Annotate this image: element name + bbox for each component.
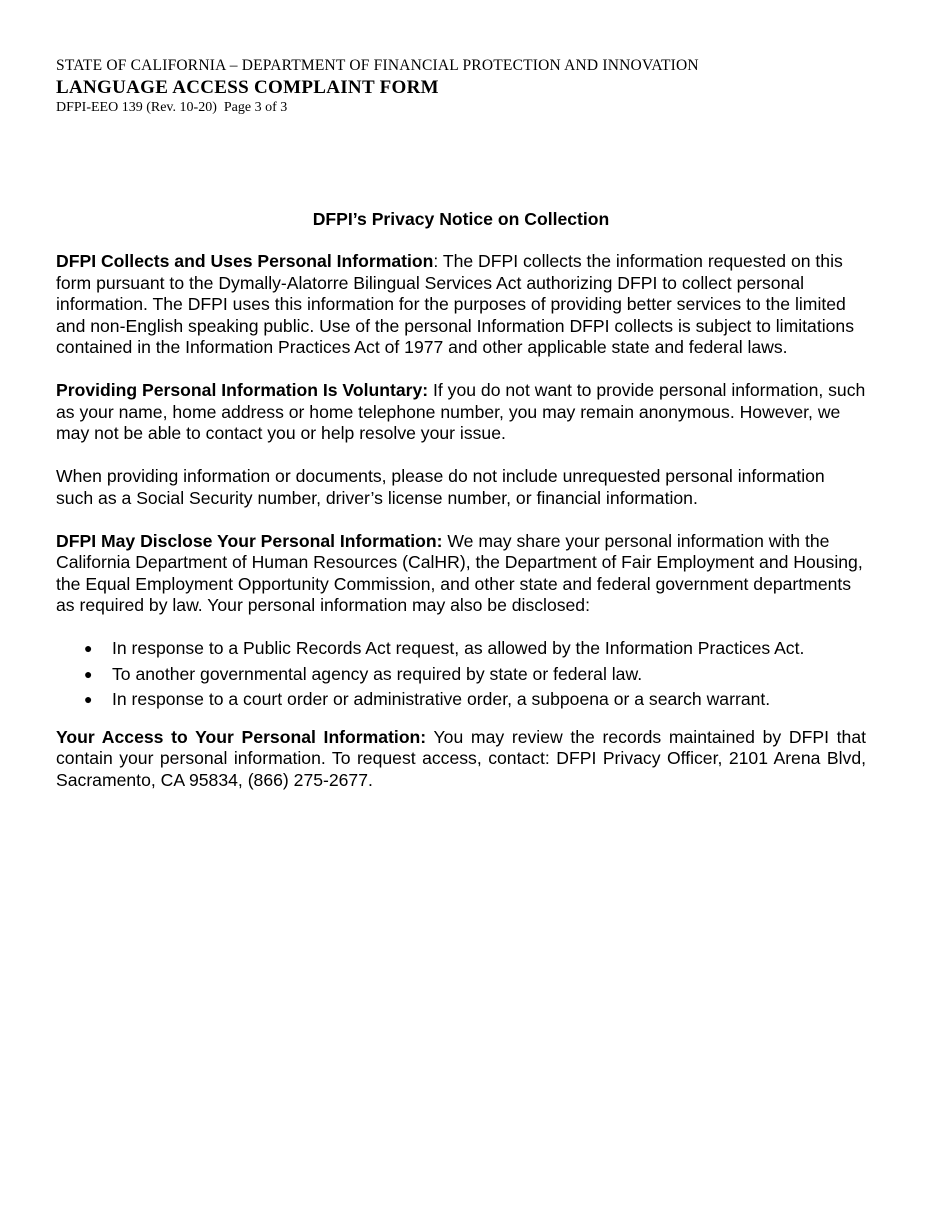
bullet-icon: ● bbox=[84, 640, 93, 656]
collects-paragraph bbox=[56, 251, 866, 359]
agency-name: STATE OF CALIFORNIA – DEPARTMENT OF FINANCIAL PROTECTION AND INNOVATION bbox=[56, 57, 699, 74]
bullet-icon: ● bbox=[84, 691, 93, 707]
bullet-icon: ● bbox=[84, 665, 93, 682]
voluntary-paragraph bbox=[56, 380, 866, 445]
privacy-notice bbox=[56, 207, 866, 813]
disclosure-list bbox=[56, 638, 866, 711]
list-item bbox=[56, 664, 866, 686]
list-item bbox=[56, 638, 866, 660]
voluntary-heading: Providing Personal Information Is Voluntary: bbox=[56, 380, 429, 400]
form-title: LANGUAGE ACCESS COMPLAINT FORM bbox=[56, 77, 439, 98]
list-item-text: To another governmental agency as required by state or federal law. bbox=[112, 663, 643, 684]
access-heading: Your Access to Your Personal Information: bbox=[56, 726, 427, 747]
form-header bbox=[56, 56, 699, 116]
notice-title: DFPI’s Privacy Notice on Collection bbox=[312, 209, 610, 229]
form-number: DFPI-EEO 139 (Rev. 10-20) Page 3 of 3 bbox=[56, 100, 288, 115]
disclose-body: We may share your personal information with the California Department of Human Resources (CalHR), the Department of Fair Employment and Housing, the Equal Employment Opportunity Commission, and other state and federal government departments as required by law. Your personal information may also be disclosed: bbox=[56, 530, 863, 615]
documents-body: When providing information or documents, please do not include unrequested personal information such as a Social Security number, driver’s license number, or financial information. bbox=[56, 466, 825, 508]
access-body: You may review the records maintained by DFPI that contain your personal information. To request access, contact: DFPI Privacy Officer, 2101 Arena Blvd, Sacramento, CA 95834, (866) 275-2677. bbox=[56, 726, 866, 790]
list-item-text: In response to a court order or administrative order, a subpoena or a search warrant. bbox=[112, 689, 771, 709]
disclose-paragraph bbox=[56, 531, 866, 617]
documents-paragraph bbox=[56, 466, 866, 509]
access-paragraph bbox=[56, 727, 866, 792]
list-item bbox=[56, 689, 866, 711]
list-item-text: In response to a Public Records Act request, as allowed by the Information Practices Act. bbox=[112, 638, 805, 658]
collects-heading: DFPI Collects and Uses Personal Information bbox=[56, 251, 434, 271]
voluntary-body: If you do not want to provide personal information, such as your name, home address or home telephone number, you may remain anonymous. However, we may not be able to contact you or help resolve your issue. bbox=[56, 380, 866, 443]
collects-body: : The DFPI collects the information requested on this form pursuant to the Dymally-Alatorre Bilingual Services Act authorizing DFPI to collect personal information. The DFPI uses this information for the purposes of providing better services to the limited and non-English speaking public. Use of the personal Information DFPI collects is subject to limitations contained in the Information Practices Act of 1977 and other applicable state and federal laws. bbox=[56, 251, 854, 357]
disclose-heading: DFPI May Disclose Your Personal Information: bbox=[56, 530, 443, 551]
